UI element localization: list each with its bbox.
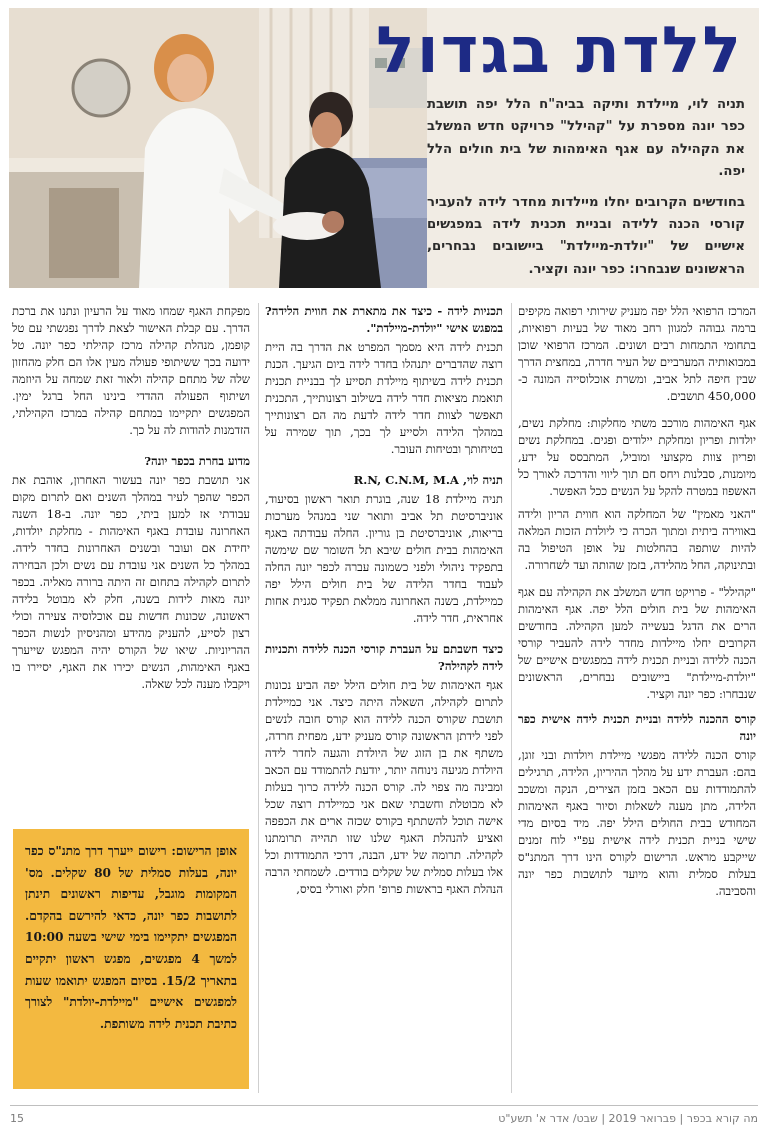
column-divider <box>511 303 512 1093</box>
article-column-1 <box>518 303 756 904</box>
subheading: קורס ההכנה ללידה ובניית תכנית לידה אישית כפר יונה <box>518 712 756 743</box>
header-banner <box>9 8 759 288</box>
paragraph: תכנית לידה היא מסמך המפרט את הדרך בה היית רוצה שהדברים יתנהלו בחדר לידה ביום הגיעך. הכנת תכנית לידה בשיתוף מיילדת תסייע לך בבניית תכנית תואמת מציאות חדר לידה בשילוב רצונותייך, התכנית תאפשר לצוות חדר לידה לדעת מה הם רצונותייך במהלך הלידה ולסייע לך בכך, תוך שמירה על בטיחותך ובטיחות העובר. <box>265 340 503 456</box>
paragraph: אני תושבת כפר יונה בעשור האחרון, אוהבת את הכפר שהפך לעיר במהלך השנים ואם לתרום מקום עבודתי אז למען ביתי, כפר יונה. ב-18 השנה האחרונה עובדת באגף האימהות - מחלקת יולדות, יחידת אם ועובר ובשנים האחרונות בחדר לידה. במהלך כל השנים אני עובדת עם נשים ולכן הבחירה לתרום לקהילה בתחום זה היתה ברורה מאליה. בכפר יונה מאות לידות בשנה, חלק לא מבוטל בלידה ראשונה, שכונות חדשות עם אוכלוסיה צעירה וכולי רצון לסייע, להעניק מהידע ומהניסיון לנשות הכפר ההריוניות. שיאו של הקורס יהיה המפגש שייערך באגף האימהות, הנשים יכירו את האגף, יסיירו בו ויקבלו מענה לכל שאלה. <box>12 473 250 691</box>
paragraph: תניה מיילדת 18 שנה, בוגרת תואר ראשון בסיעוד, אוניברסיטת תל אביב ותואר שני במנהל מערכות בריאות, אוניברסיטת בן גוריון. החלה עבודתה באגף האימהות בבית חולים שיבא תל השומר שם שימשה בתפקיד ניהולי ולפני כשמונה עברה לכפר יונה החלה לעבוד בחדר הלידה של בית חולים הילל יפה כמיילדת, בשנה האחרונה ממלאת תפקיד סגנית אחות אחראית, חדר לידה. <box>265 492 503 625</box>
paragraph: אגף האימהות של בית חולים הילל יפה הביע נכונות לתרום לקהילה, השאלה היתה כיצד. אני כמיילדת תושבת שקורס הכנה ללידה הוא קורס חובה לנשים לפני לידתן הראשונה קורס מעניק ידע, מפחית חרדה, משתף את בן הזוג של היולדת והגעה לחדר לידה היולדת מגיעה נינוחה יותר, יודעת להתמודד עם הכאב ומבינה מה צפוי לה. קורס הכנה ללידה כרוך בעלות לא מבוטלת וחשבתי שאם אני כמיילדת רוצה שכל אישה תוכל להשתתף בקורס שכזה ארים את הכפפה ואציע להנהלת האגף שלנו שזו תהייה תרומתנו לקהילה. תרומה של ידע, הבנה, דרכי התמודדות וכל אלו בעלות סמלית של שקלים בודדים. לשמחתי הרבה הנהלת האגף בראשות פרופ' חלק ואורלי בסיס, <box>265 678 503 896</box>
article-column-3 <box>12 303 250 697</box>
intro <box>427 94 745 288</box>
headline: ללדת בגדול <box>376 14 743 88</box>
subheading: כיצד חשבתם על העברת קורסי הכנה ללידה ותכניות לידה לקהילה? <box>265 642 503 673</box>
author-heading: תניה לוי, R.N, C.N.M, M.A <box>353 473 503 487</box>
subheading: תכניות לידה - כיצד את מתארת את חווית הלידה? במפגש אישי "יולדת-מיילדת". <box>265 304 503 335</box>
article-column-2 <box>265 303 503 902</box>
paragraph: קורס הכנה ללידה מפגשי מיילדת ויולדות ובני זוגן, בהם: העברת ידע על מהלך ההיריון, הלידה, תרגילים להתמודדות עם הכאב בזמן הצירים, הנקה ומשכב הלידה, מתן מענה לשאלות וסיור באגף האימהות המחודש בבית החולים הילל יפה. מיד בסיום מדי שישי בניית תכנית לידה אישית עפ"י לוח זמנים שייקבע מראש. הרישום לקורס הינו דרך המתנ"ס בעלות סמלית והוא מיועד לתושבות כפר יונה והסביבה. <box>518 748 756 898</box>
registration-text: אופן הרישום: רישום ייערך דרך מתנ"ס כפר יונה, בעלות סמלית של 80 שקלים. מס' המקומות מוגבל, עדיפות ראשונים תינתן לתושבות כפר יונה, כדאי להירשם בהקדם. המפגשים יתקיימו בימי שישי בשעה 10:00 למשך 4 מפגשים, מפגש ראשון יתקיים בתאריך 15/2. בסיום המפגש יתואמו שעות למפגשים אישיים "מיילדת-יולדת" לצורך כתיבת תכנית לידה משותפת. <box>25 844 237 1031</box>
paragraph: מפקחת האגף שמחו מאוד על הרעיון ונתנו את ברכת הדרך. עם קבלת האישור לצאת לדרך נפגשתי עם טל קופמן, מנהלת קהילה מרכז קהילתי כפר יונה. טל ידועה בכך ששיתופי פעולה מעין אלו הם חלק מהחזון שלה של מתחם קהילה ולאור זאת שמחה על היוזמה ושיתוף הפעולה ההדדי בינינו החל ברגל ימין. המפגשים יתקיימו במתחם קהילה במרכז הקהילתי, הזדמנות להודות לה על כך. <box>12 304 250 437</box>
column-divider <box>258 303 259 1093</box>
footer-divider <box>10 1105 758 1106</box>
footer <box>10 1112 758 1132</box>
paragraph: "האני מאמין" של המחלקה הוא חווית הריון ולידה באווירה ביתית ומתוך הכרה כי ליולדת הזכות המלאה להיות שותפה בהחלטות על אופן הטיפול בה ובתינוקה, החל מהלידה, בזמן שהותה ועד לשחרורה. <box>518 507 756 572</box>
intro-paragraph: תניה לוי, מיילדת ותיקה בביה"ח הלל יפה תושבת כפר יונה מספרת על "קהילל" פרויקט חדש המשלב את הקהילה עם אגף האימהות של בית חולים הלל יפה. <box>427 97 745 180</box>
paragraph: "קהילל" - פרויקט חדש המשלב את הקהילה עם אגף האימהות של בית חולים הלל יפה. אגף האימהות הרים את הדגל בעשייה למען הקהילה. בחודשים הקרובים יחלו מיילדות מחדר לידה להעביר קורסי הכנה ללידה ובניית תכנית לידה במפגשים אישיים של "יולדת-מיילדת" ביישובים נבחרים, הראשונים שנבחרו: כפר יונה וקציר. <box>518 585 756 701</box>
paragraph: המרכז הרפואי הלל יפה מעניק שירותי רפואה מקיפים ברמה גבוהה למגוון רחב מאוד של בעיות רפואיות, בתחומי התמחות רבים ושונים. המרכז הרפואי שוכן במבואותיה המערביים של העיר חדרה, במחצית הדרך שבין חיפה לתל אביב, ומשרת אוכלוסייה המונה כ- 450,000 תושבים. <box>518 304 756 403</box>
paragraph: אגף האימהות מורכב משתי מחלקות: מחלקת נשים, יולדות ופריון ומחלקת יילודים ופגים. במחלקת נשים ופריון צוות מקצועי ומוביל, המתבסס על ידע, מיומנות, סבלנות ויחס חם תוך ליווי והדרכה לאורך כל האשפוז במטרה להקל על הנשים ככל האפשר. <box>518 416 756 498</box>
page-number: 15 <box>10 1112 24 1125</box>
subheading: מדוע בחרת בכפר יונה? <box>144 454 250 468</box>
footer-text: מה קורא בכפר | פברואר 2019 | שבט/ אדר א' תשע"ט <box>498 1112 758 1125</box>
registration-box <box>13 829 249 1089</box>
intro-paragraph: בחודשים הקרובים יחלו מיילדות מחדר לידה להעביר קורסי הכנה ללידה ובניית תכנית לידה במפגשים אישיים של "יולדת-מיילדת" ביישובים נבחרים, הראשונים שנבחרו: כפר יונה וקציר. <box>427 194 745 277</box>
